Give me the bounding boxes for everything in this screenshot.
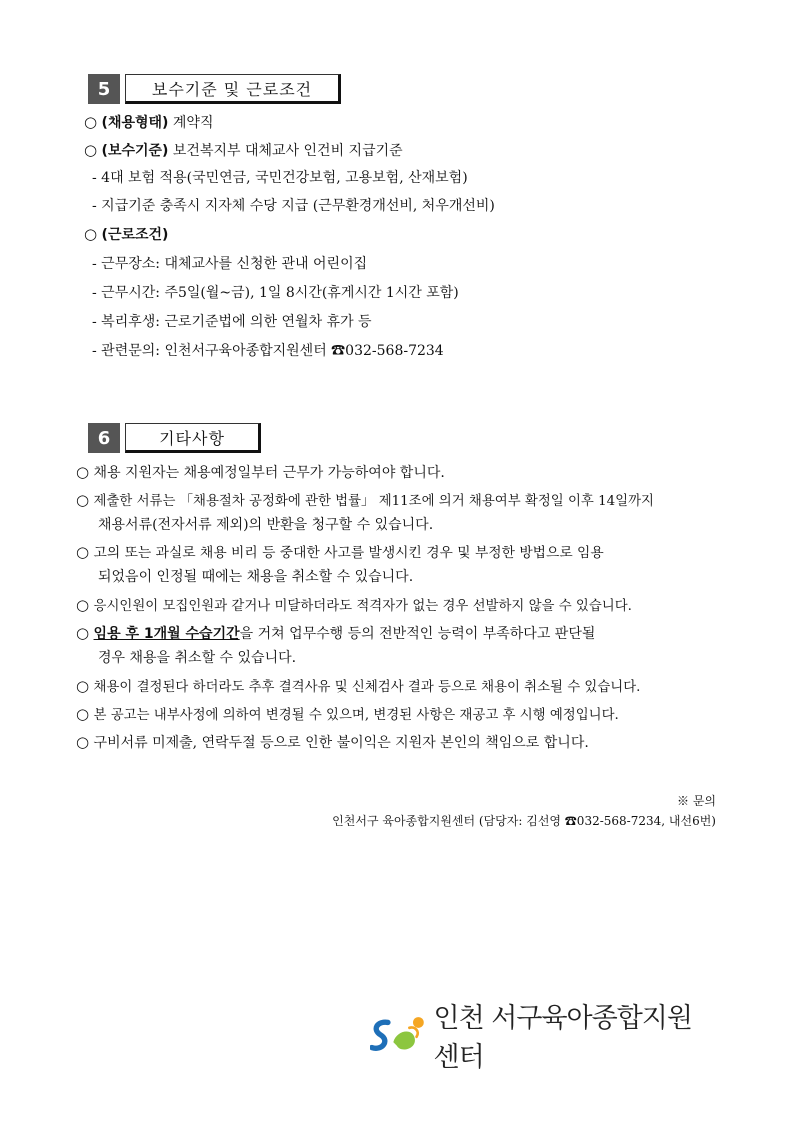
center-logo-icon (370, 1013, 426, 1057)
notice-text: 구비서류 미제출, 연락두절 등으로 인한 불이익은 지원자 본인의 책임으로 합니다. (93, 735, 589, 751)
contact-detail: 인천서구 육아종합지원센터 (담당자: 김선영 ☎032-568-7234, 내선6번) (332, 814, 716, 828)
notice-item (76, 677, 640, 697)
notice-item-continued: 채용서류(전자서류 제외)의 반환을 청구할 수 있습니다. (98, 517, 434, 533)
pay-standard-label: (보수기준) (101, 143, 169, 159)
notice-item-continued: 되었음이 인정될 때에는 채용을 취소할 수 있습니다. (98, 569, 414, 585)
contact-label: ※ 문의 (677, 794, 716, 808)
bullet: ○ (76, 733, 90, 751)
pay-item: - 4대 보험 적용(국민연금, 국민건강보험, 고용보험, 산재보험) (92, 170, 468, 186)
notice-item (76, 543, 604, 562)
bullet: ○ (76, 491, 90, 509)
notice-item (76, 491, 654, 511)
condition-item: - 근무장소: 대체교사를 신청한 관내 어린이집 (92, 256, 368, 272)
employment-type-label: (채용형태) (101, 115, 169, 131)
center-logo-text: 인천 서구육아종합지원센터 (433, 1003, 692, 1073)
condition-item: - 근무시간: 주5일(월~금), 1일 8시간(휴게시간 1시간 포함) (92, 285, 459, 301)
notice-item (76, 624, 595, 643)
notice-item (76, 733, 589, 752)
bullet: ○ (76, 677, 90, 695)
bullet: ○ (84, 141, 98, 159)
section5-number: 5 (88, 74, 120, 104)
bullet: ○ (76, 596, 90, 614)
bullet: ○ (84, 113, 98, 131)
notice-text: 본 공고는 내부사정에 의하여 변경될 수 있으며, 변경된 사항은 재공고 후 시행 예정입니다. (93, 708, 619, 723)
employment-type-value: 계약직 (172, 115, 214, 131)
probation-emphasis: 임용 후 1개월 수습기간 (93, 626, 240, 642)
work-conditions-row (84, 225, 168, 244)
center-logo (370, 1003, 710, 1073)
employment-type-row (84, 113, 213, 132)
notice-item (76, 596, 632, 616)
bullet: ○ (76, 543, 90, 561)
work-conditions-label: (근로조건) (101, 227, 169, 243)
notice-text: 제출한 서류는 「채용절차 공정화에 관한 법률」 제11조에 의거 채용여부 확정일 이후 14일까지 (93, 494, 654, 509)
pay-item: - 지급기준 충족시 지자체 수당 지급 (근무환경개선비, 처우개선비) (92, 198, 495, 214)
section5-header (88, 74, 341, 104)
notice-text: 을 거쳐 업무수행 등의 전반적인 능력이 부족하다고 판단될 (239, 626, 596, 642)
condition-item: - 관련문의: 인천서구육아종합지원센터 ☎032-568-7234 (92, 343, 444, 359)
bullet: ○ (84, 225, 98, 243)
section6-title: 기타사항 (125, 423, 261, 453)
notice-text: 채용이 결정된다 하더라도 추후 결격사유 및 신체검사 결과 등으로 채용이 취소될 수 있습니다. (93, 680, 641, 695)
bullet: ○ (76, 705, 90, 723)
notice-text: 고의 또는 과실로 채용 비리 등 중대한 사고를 발생시킨 경우 및 부정한 방법으로 임용 (93, 545, 604, 561)
section5-title: 보수기준 및 근로조건 (125, 74, 341, 104)
notice-text: 응시인원이 모집인원과 같거나 미달하더라도 적격자가 없는 경우 선발하지 않을 수 있습니다. (93, 599, 632, 614)
notice-item (76, 705, 619, 725)
notice-item (76, 463, 445, 482)
pay-standard-value: 보건복지부 대체교사 인건비 지급기준 (172, 143, 403, 159)
bullet: ○ (76, 624, 90, 642)
section6-header (88, 423, 261, 453)
notice-text: 채용 지원자는 채용예정일부터 근무가 가능하여야 합니다. (93, 465, 445, 481)
notice-item-continued: 경우 채용을 취소할 수 있습니다. (98, 650, 297, 666)
pay-standard-row (84, 141, 403, 160)
bullet: ○ (76, 463, 90, 481)
section6-number: 6 (88, 423, 120, 453)
condition-item: - 복리후생: 근로기준법에 의한 연월차 휴가 등 (92, 314, 372, 330)
